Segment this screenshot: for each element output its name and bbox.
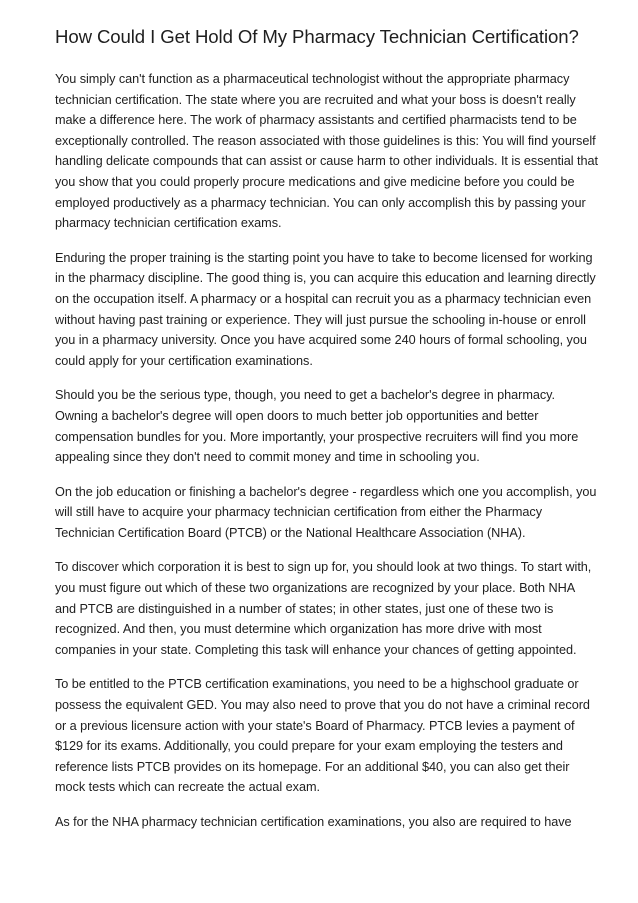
paragraph-3: Should you be the serious type, though, you need to get a bachelor's degree in pharmacy. Owning a bachelor's degree will open doors to much better job opportunities and better compensation bundles for you. More importantly, your prospective recruiters will find you more appealing since they don't need to commit money and time in schooling you. [55, 388, 579, 465]
paragraph-2: Enduring the proper training is the starting point you have to take to become licensed for working in the pharmacy discipline. The good thing is, you can acquire this education and learning directly on the occupation itself. A pharmacy or a hospital can recruit you as a pharmacy technician even without having past training or experience. They will just pursue the schooling in-house or enroll you in a pharmacy university. Once you have acquired some 240 hours of formal schooling, you could apply for your certification examinations. [55, 250, 596, 368]
paragraph-4: On the job education or finishing a bachelor's degree - regardless which one you accomplish, you will still have to acquire your pharmacy technician certification from either the Pharmacy Technician Certification Board (PTCB) or the National Healthcare Association (NHA). [55, 484, 597, 540]
paragraph-6: To be entitled to the PTCB certification examinations, you need to be a highschool graduate or possess the equivalent GED. You may also need to prove that you do not have a criminal record or a previous licensure action with your state's Board of Pharmacy. PTCB levies a payment of $129 for its exams. Additionally, you could prepare for your exam employing the testers and reference lists PTCB provides on its homepage. For an additional $40, you can also get their mock tests which can recreate the actual exam. [55, 677, 590, 795]
document-title: How Could I Get Hold Of My Pharmacy Technician Certification? [55, 26, 579, 47]
paragraph-1: You simply can't function as a pharmaceutical technologist without the appropriate pharmacy technician certification. The state where you are recruited and what your boss is doesn't really make a difference here. The work of pharmacy assistants and certified pharmacists tend to be exceptionally controlled. The reason associated with those guidelines is this: You will find yourself handling delicate compounds that can assist or cause harm to other individuals. It is essential that you show that you could properly procure medications and give medicine before you could be employed productively as a pharmacy technician. You can only accomplish this by passing your pharmacy technician certification exams. [55, 72, 598, 231]
paragraph-5: To discover which corporation it is best to sign up for, you should look at two things. To start with, you must figure out which of these two organizations are recognized by your place. Both NHA and PTCB are distinguished in a number of states; in other states, just one of these two is recognized. And then, you must determine which organization has more drive with most companies in your state. Completing this task will enhance your chances of getting appointed. [55, 560, 592, 657]
paragraph-7: As for the NHA pharmacy technician certification examinations, you also are required to have [55, 815, 572, 829]
